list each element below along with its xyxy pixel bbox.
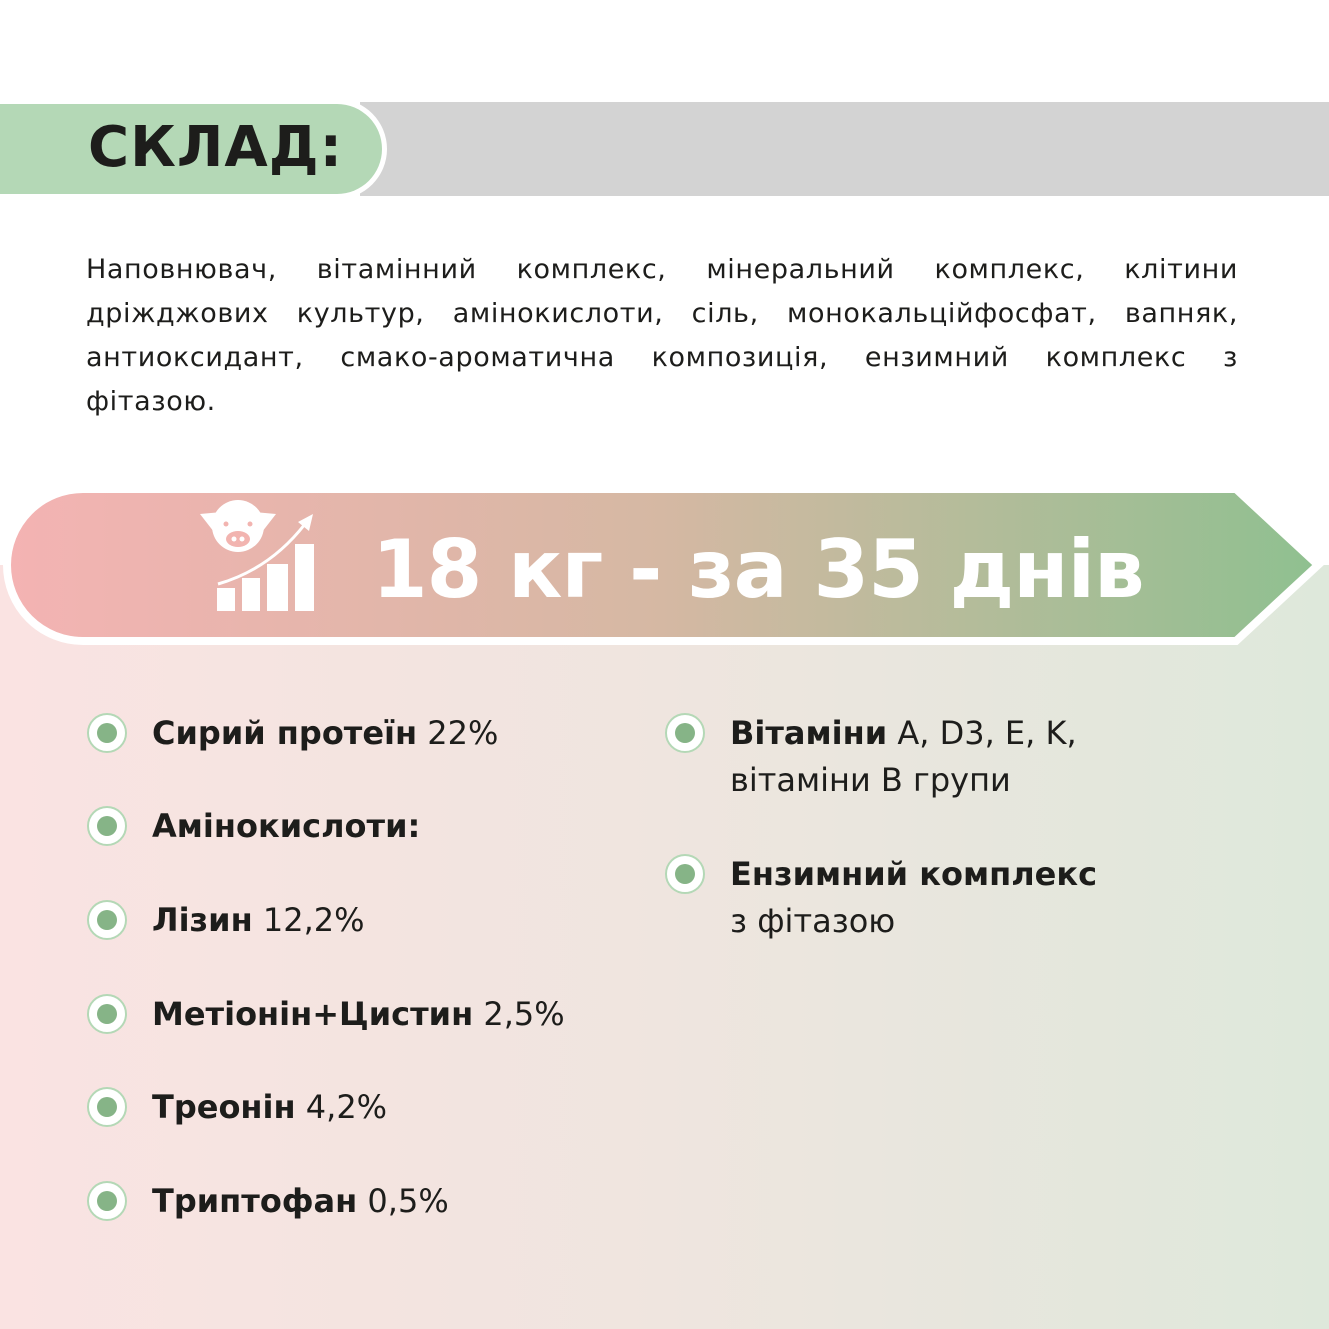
item-label: Лізин bbox=[152, 901, 253, 939]
bullet-icon bbox=[665, 713, 705, 753]
list-item bbox=[730, 851, 1097, 945]
item-label: Метіонін+Цистин bbox=[152, 995, 474, 1033]
item-value-line2: вітаміни В групи bbox=[730, 761, 1011, 799]
section-title: СКЛАД: bbox=[88, 115, 343, 180]
bullet-icon bbox=[87, 806, 127, 846]
list-item bbox=[152, 1178, 449, 1225]
composition-text: Наповнювач, вітамінний комплекс, мінеральний комплекс, клітини дріжджових культур, амінокислоти, сіль, монокальційфосфат, вапняк, антиоксидант, смако-ароматична композиція, ензимний комплекс з фітазою. bbox=[86, 254, 1238, 417]
bullet-icon bbox=[87, 1087, 127, 1127]
item-label: Ензимний комплекс bbox=[730, 855, 1098, 893]
item-value: 0,5% bbox=[357, 1182, 449, 1220]
list-item bbox=[152, 710, 498, 757]
item-value: 12,2% bbox=[252, 901, 365, 939]
item-value: A, D3, E, K, bbox=[887, 714, 1077, 752]
list-item bbox=[152, 1084, 387, 1131]
bullet-icon bbox=[87, 994, 127, 1034]
item-label: Треонін bbox=[152, 1088, 296, 1126]
item-label: Вітаміни bbox=[730, 714, 888, 752]
bullet-icon bbox=[87, 1181, 127, 1221]
bullet-icon bbox=[665, 854, 705, 894]
bullet-icon bbox=[87, 900, 127, 940]
item-label: Сирий протеїн bbox=[152, 714, 418, 752]
item-label: Триптофан bbox=[152, 1182, 358, 1220]
list-item bbox=[152, 803, 420, 850]
item-value: 4,2% bbox=[295, 1088, 388, 1126]
item-value-line2: з фітазою bbox=[730, 902, 896, 940]
list-item bbox=[152, 897, 365, 944]
item-value: 2,5% bbox=[473, 995, 565, 1033]
banner-text: 18 кг - за 35 днів bbox=[372, 523, 1144, 616]
header-band bbox=[360, 102, 1329, 196]
list-item bbox=[730, 710, 1077, 804]
bullet-icon bbox=[87, 713, 127, 753]
item-label: Амінокислоти: bbox=[152, 807, 421, 845]
item-value: 22% bbox=[417, 714, 499, 752]
list-item bbox=[152, 991, 565, 1038]
